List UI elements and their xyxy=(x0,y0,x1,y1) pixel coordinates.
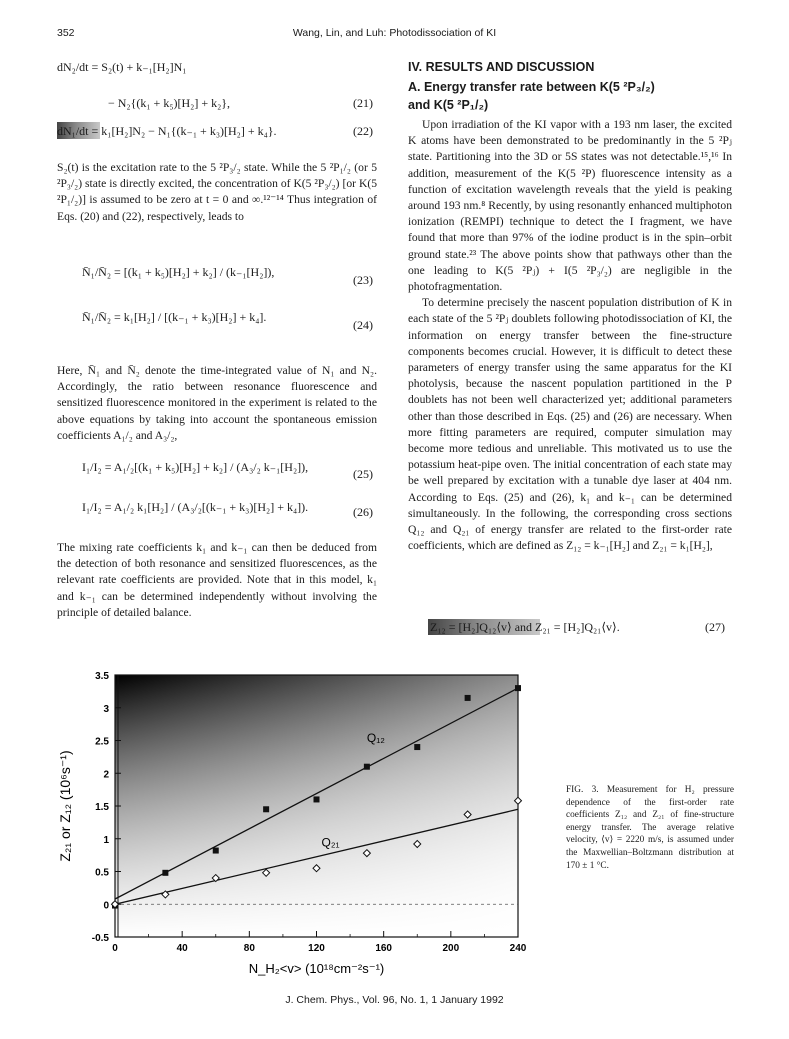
left-paragraph-2: Here, N̄₁ and N̄₂ denote the time-integrated value of N₁ and N₂. Accordingly, the ratio between resonance fluorescence and sensitized fluorescence monitored in the experiment is related to the above equations by taking into account the spontaneous emission coefficients A₁/₂ and A₃/₂, xyxy=(57,364,377,442)
equation-27: Z₁₂ = [H₂]Q₁₂⟨v⟩ and Z₂₁ = [H₂]Q₂₁⟨v⟩. xyxy=(430,620,620,634)
data-point-q12 xyxy=(162,870,168,876)
y-tick-label: 0.5 xyxy=(95,867,109,879)
equation-27-number: (27) xyxy=(705,620,725,634)
right-paragraph-1: Upon irradiation of the KI vapor with a 193 nm laser, the excited K atoms have been demonstrated to be predominantly in the 5 ²Pⱼ state. Partitioning into the 3D or 5S states was not detectable.¹⁵,¹⁶ In addition, measurement of the K(5 ²P) fluorescence intensity as a function of excitation wavelength reveals that the yield is peaking around 193 nm.⁸ Recently, by using resonantly enhanced multiphoton ionization (REMPI) technique to detect the I fragment, we have found that more than 97% of the iodine product is in the spin–orbit ground state.²³ The above points show that pathways other than the one leading to K(5 ²Pⱼ) + I(5 ²P₃/₂) are negligible in the photofragmentation. xyxy=(408,118,732,294)
x-tick-label: 0 xyxy=(112,943,118,954)
y-tick-label: 1.5 xyxy=(95,802,109,813)
x-axis-label: N_H₂<v> (10¹⁸cm⁻²s⁻¹) xyxy=(248,961,385,976)
plot-gradient-fade xyxy=(115,675,518,937)
y-tick-label: 3.5 xyxy=(95,671,109,682)
x-tick-label: 80 xyxy=(243,943,255,954)
equation-21-number: (21) xyxy=(353,96,373,110)
y-tick-label: 0 xyxy=(103,900,109,912)
plot-shading xyxy=(115,675,518,937)
series-label-q21: Q₂₁ xyxy=(321,835,340,850)
y-axis-label: Z₂₁ or Z₁₂ (10⁶s⁻¹) xyxy=(57,750,73,862)
series-label-q12: Q₁₂ xyxy=(366,730,385,745)
equation-21-line1: dN₂/dt = S₂(t) + k₋₁[H₂]N₁ xyxy=(57,60,187,74)
data-point-q12 xyxy=(364,764,370,770)
data-point-q12 xyxy=(465,695,471,701)
data-point-q12 xyxy=(515,685,521,691)
right-paragraphs xyxy=(408,117,732,554)
equation-22-number: (22) xyxy=(353,124,373,138)
x-tick-label: 240 xyxy=(509,943,527,954)
equation-26-number: (26) xyxy=(353,505,373,519)
equation-23: N̄₁/N̄₂ = [(k₁ + k₅)[H₂] + k₂] / (k₋₁[H₂]), xyxy=(82,265,275,279)
x-tick-label: 160 xyxy=(375,943,393,954)
running-title: Wang, Lin, and Luh: Photodissociation of KI xyxy=(292,27,497,39)
data-point-q12 xyxy=(414,744,420,750)
section-heading: IV. RESULTS AND DISCUSSION xyxy=(408,60,595,74)
y-tick-label: 3 xyxy=(103,703,109,715)
figure-caption: FIG. 3. Measurement for H₂ pressure dependence of the first-order rate coefficients Z₁₂ and Z₂₁ of fine-structure energy transfer. The average relative velocity, ⟨v⟩ = 2220 m/s, is assumed under the Maxwellian–Boltzmann distribution at 170 ± 1 °C. xyxy=(566,785,734,871)
y-tick-label: 2.5 xyxy=(95,736,109,748)
journal-footer: J. Chem. Phys., Vol. 96, No. 1, 1 January 1992 xyxy=(285,994,504,1006)
equation-25-number: (25) xyxy=(353,467,373,481)
equation-26: I₁/I₂ = A₁/₂ k₁[H₂] / (A₃/₂[(k₋₁ + k₃)[H₂] + k₄]). xyxy=(82,500,309,514)
equation-21-line2: − N₂{(k₁ + k₅)[H₂] + k₂}, xyxy=(108,96,231,110)
left-paragraph-1: S₂(t) is the excitation rate to the 5 ²P₃/₂ state. While the 5 ²P₁/₂ (or 5 ²P₃/₂) state is directly excited, the concentration of K(5 ²P₃/₂) [or K(5 ²P₁/₂)] is assumed to be zero at t = 0 and ∞.¹²⁻¹⁴ Thus integration of Eqs. (20) and (22), respectively, leads to xyxy=(57,161,377,223)
equation-23-number: (23) xyxy=(353,273,373,287)
equation-24: N̄₁/N̄₂ = k₁[H₂] / [(k₋₁ + k₃)[H₂] + k₄]. xyxy=(82,310,267,324)
equation-24-number: (24) xyxy=(353,318,373,332)
right-paragraph-2: To determine precisely the nascent population distribution of K in each state of the 5 ²Pⱼ doublets following photodissociation of KI, the information on energy transfer between the fine-structure components becomes crucial. However, it is difficult to detect these parameters of energy transfer using the same apparatus for the KI photolysis, because the nascent population partitioned in the P doublets has not been well characterized yet; additional parameters other than those described in Eqs. (25) and (26) are necessary. When more fitting parameters are required, computer simulation may become more tedious and unreliable. This motivated us to use the potassium heat-pipe oven. The initial concentration of each state may be well prepared by excitation with a tunable dye laser at 404 nm. According to Eqs. (25) and (26), k₁ and k₋₁ can be determined simultaneously. In the following, the corresponding cross sections Q₁₂ and Q₂₁ of energy transfer are related to the first-order rate coefficients, which are defined as Z₁₂ = k₋₁[H₂] and Z₂₁ = k₁[H₂], xyxy=(408,296,732,553)
equation-22: dN₁/dt = k₁[H₂]N₂ − N₁{(k₋₁ + k₃)[H₂] + k₄}. xyxy=(57,124,277,138)
left-paragraph-3: The mixing rate coefficients k₁ and k₋₁ can then be deduced from the detection of both resonance and sensitized fluorescences, as the relevant rate coefficients are provided. Note that in this model, k₁ and k₋₁ can be determined independently without involving the principle of detailed balance. xyxy=(57,541,377,619)
subsection-heading-line1: A. Energy transfer rate between K(5 ²P₃/₂) xyxy=(408,80,655,94)
y-tick-label: 1 xyxy=(103,834,109,846)
figure-3-chart xyxy=(40,660,540,980)
x-tick-label: 200 xyxy=(442,943,460,954)
x-tick-label: 120 xyxy=(308,943,325,954)
y-tick-label: 2 xyxy=(103,769,109,781)
x-tick-label: 40 xyxy=(176,943,188,954)
data-point-q12 xyxy=(213,848,219,854)
data-point-q12 xyxy=(314,796,320,802)
subsection-heading-line2: and K(5 ²P₁/₂) xyxy=(408,98,489,112)
data-point-q12 xyxy=(263,806,269,812)
page-number: 352 xyxy=(57,27,75,39)
equation-25: I₁/I₂ = A₁/₂[(k₁ + k₅)[H₂] + k₂] / (A₃/₂ k₋₁[H₂]), xyxy=(82,460,309,474)
y-tick-label: -0.5 xyxy=(91,933,109,944)
